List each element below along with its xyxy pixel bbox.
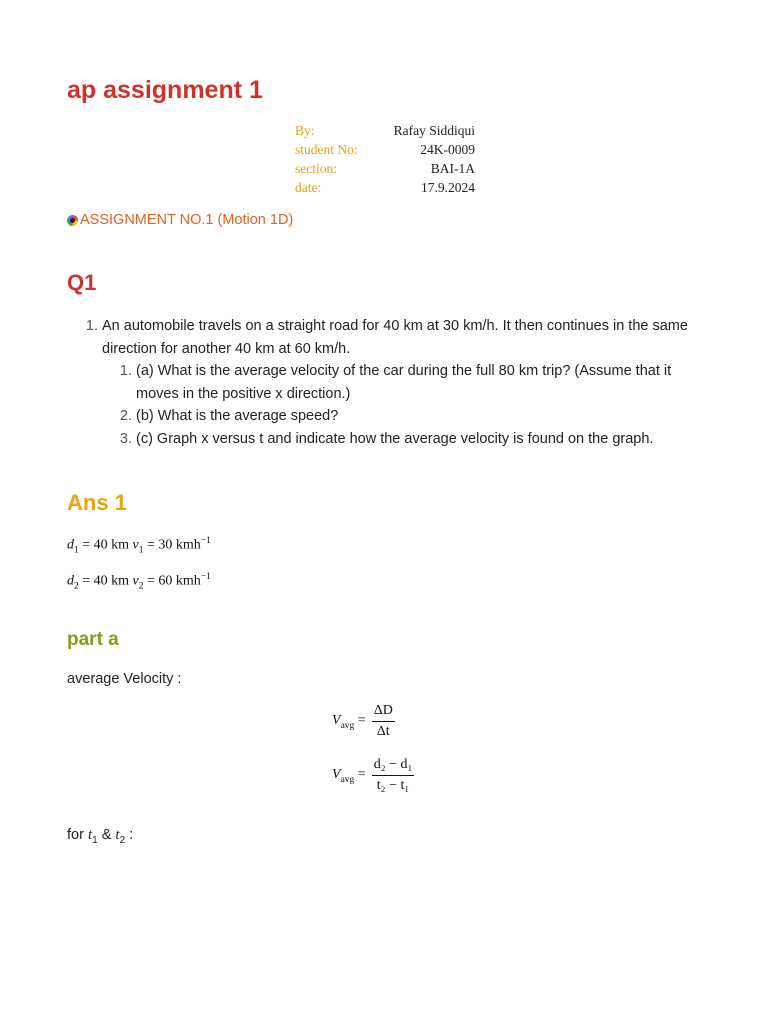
q1-heading: Q1: [67, 270, 97, 295]
meta-row-student-no: [295, 140, 475, 159]
meta-value: Rafay Siddiqui: [393, 123, 475, 138]
q1-item-text: An automobile travels on a straight road for 40 km at 30 km/h. It then continues in the same direction for another 40 km at 60 km/h.: [102, 318, 688, 357]
meta-key: date:: [295, 180, 322, 195]
google-icon: [67, 215, 78, 226]
meta-value: 17.9.2024: [421, 180, 475, 195]
assignment-link-label: ASSIGNMENT NO.1 (Motion 1D): [80, 212, 294, 228]
math-sub: 1: [92, 834, 98, 846]
ans1-heading: Ans 1: [67, 490, 127, 515]
math-sup: −1: [200, 572, 211, 582]
list-item: [102, 315, 707, 450]
q1-sub-a: (a) What is the average velocity of the car during the full 80 km trip? (Assume that it moves in the positive x direction.): [136, 363, 672, 402]
for-t1-t2-line: [67, 827, 133, 846]
math-sub: 2: [138, 581, 144, 592]
list-item: [136, 360, 707, 405]
fraction: [372, 703, 395, 740]
math-sub: 2: [119, 834, 126, 846]
math-text: = 60 kmh: [147, 573, 201, 589]
q1-sub-c: (c) Graph x versus t and indicate how the average velocity is found on the graph.: [136, 430, 654, 447]
math-sub: 1: [138, 545, 144, 556]
meta-row-by: [295, 121, 475, 140]
math-sub: 2: [74, 581, 79, 592]
math-var: t: [87, 827, 93, 843]
q1-sub-b: (b) What is the average speed?: [136, 408, 339, 424]
list-item: [136, 428, 707, 451]
equation-vavg-delta: $V_{avg}$ = $\frac{\Delta D}{\Delta t}$: [332, 703, 393, 739]
math-sub: avg: [340, 774, 355, 785]
equation-vavg-difference: $V_{avg}$ = $\frac{\text{d₂ − d₁}}{\text{t₂ − t₁}}$: [332, 757, 413, 793]
fraction-numerator: d₂ − d₁: [372, 757, 415, 776]
math-var: d: [67, 537, 74, 553]
metadata-table: [295, 121, 475, 197]
average-velocity-label: average Velocity :: [67, 671, 182, 687]
meta-key: section:: [295, 161, 337, 176]
fraction-denominator: Δt: [376, 724, 390, 739]
math-text: = 40 km: [82, 573, 130, 589]
math-var: v: [132, 537, 139, 553]
meta-value: 24K-0009: [420, 142, 475, 157]
fraction-numerator: ΔD: [372, 703, 395, 722]
math-sub: 1: [74, 545, 79, 556]
meta-key: student No:: [295, 142, 358, 157]
meta-value: BAI-1A: [430, 161, 475, 176]
ampersand: &: [101, 827, 112, 843]
math-var: v: [132, 573, 139, 589]
math-sub: avg: [340, 720, 355, 731]
math-var: t: [115, 827, 120, 843]
math-var: V: [332, 766, 341, 782]
meta-row-date: [295, 178, 475, 197]
math-text: = 40 km: [82, 537, 130, 553]
equation-d1-v1: [67, 536, 211, 555]
meta-row-section: [295, 159, 475, 178]
math-var: d: [67, 573, 74, 589]
list-item: [136, 405, 707, 428]
equation-d2-v2: [67, 572, 211, 591]
q1-list: [67, 315, 707, 450]
page-title: ap assignment 1: [67, 76, 263, 104]
math-sup: −1: [200, 536, 211, 546]
meta-key: By:: [295, 123, 315, 138]
math-text: = 30 kmh: [147, 537, 201, 553]
fraction-denominator: t₂ − t₁: [376, 778, 410, 793]
fraction: [372, 757, 415, 794]
part-a-heading: part a: [67, 629, 119, 650]
colon: :: [129, 827, 134, 843]
assignment-link[interactable]: [67, 212, 293, 228]
for-text: for: [67, 827, 84, 843]
math-var: V: [332, 712, 341, 728]
